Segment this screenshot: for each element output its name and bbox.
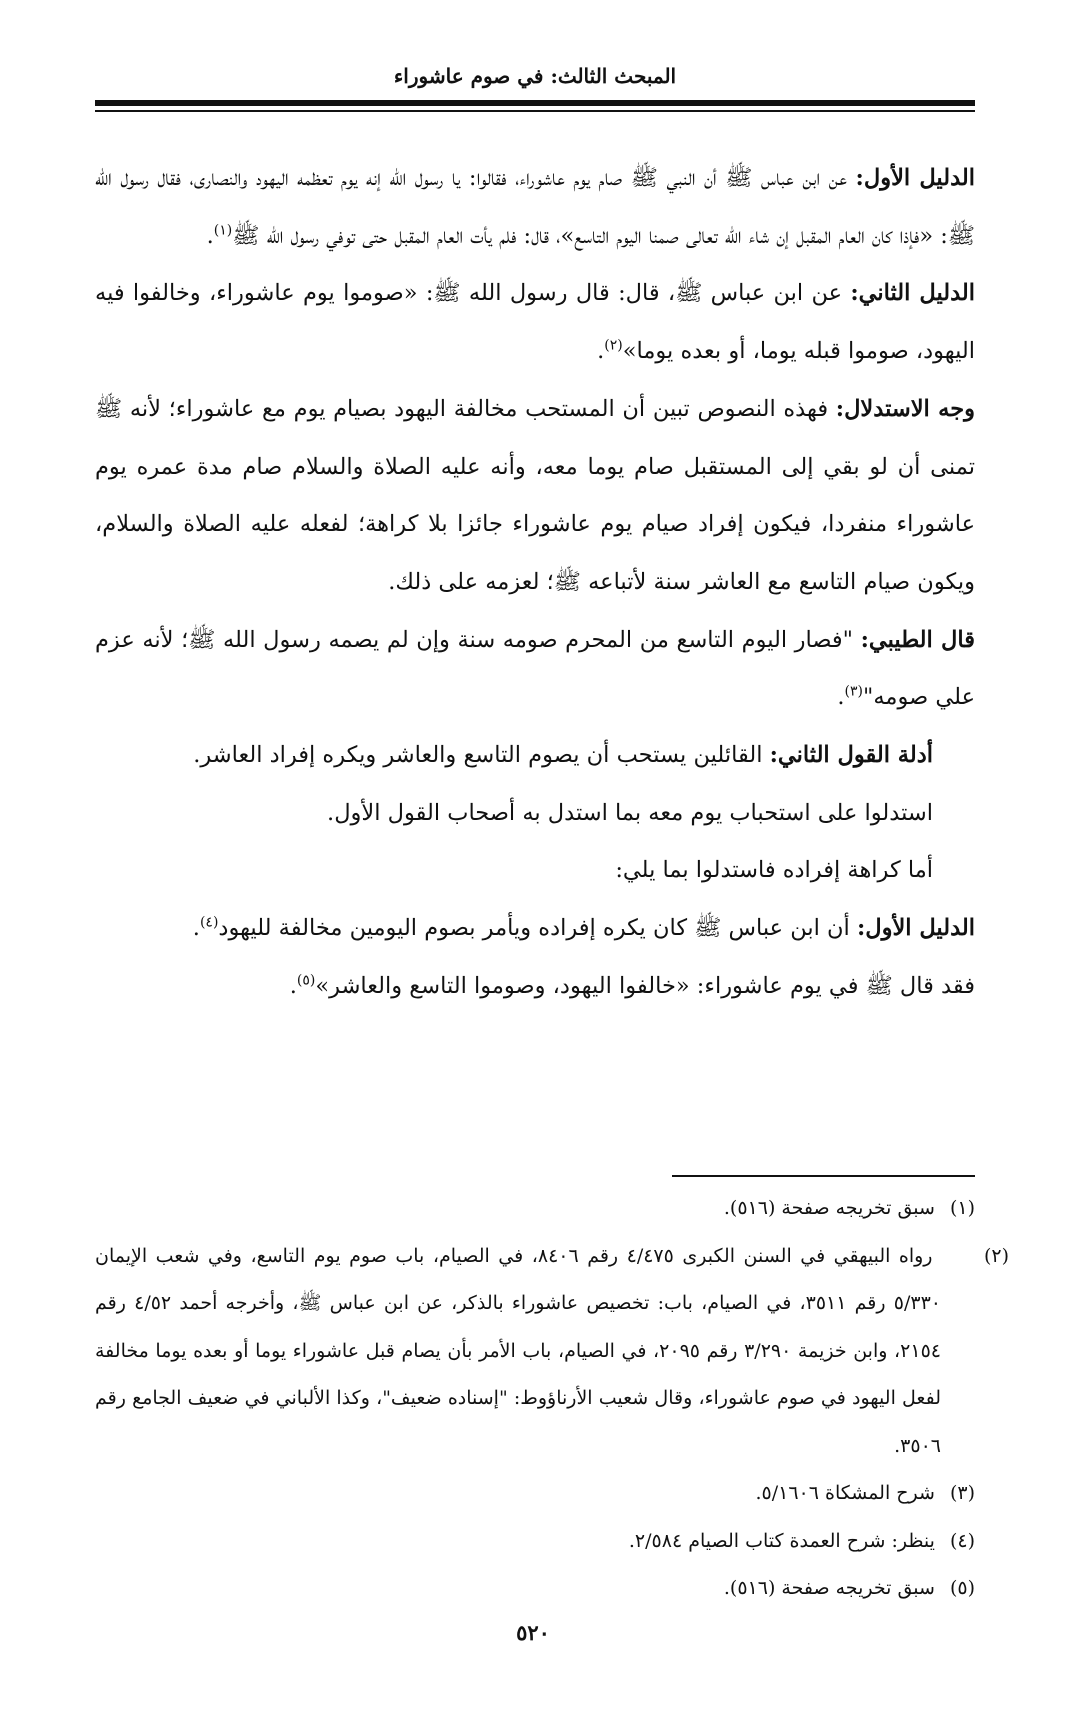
footnote-number: (١) xyxy=(949,1197,975,1219)
paragraph-dislike-intro xyxy=(95,842,975,900)
paragraph-lead: أدلة القول الثاني: xyxy=(769,742,933,769)
paragraph-end: . xyxy=(192,915,200,942)
paragraph-hadith-quote xyxy=(95,958,975,1016)
footnote-5 xyxy=(95,1565,975,1613)
paragraph-text: القائلين يستحب أن يصوم التاسع والعاشر ويكره إفراد العاشر. xyxy=(193,742,770,769)
paragraph-end: . xyxy=(289,972,297,999)
footnote-3 xyxy=(95,1470,975,1518)
paragraph-first-evidence xyxy=(95,150,975,265)
footnote-text: رواه البيهقي في السنن الكبرى ٤/٤٧٥ رقم ٨٤٠٦، في الصيام، باب صوم يوم التاسع، وفي شعب الإيمان ٥/٣٣٠ رقم ٣٥١١، في الصيام، باب: تخصيص عاشوراء بالذكر، عن ابن عباس ﷺ، وأخرجه أحمد ٤/٥٢ رقم ٢١٥٤، وابن خزيمة ٣/٢٩٠ رقم ٢٠٩٥، في الصيام، باب الأمر بأن يصام قبل عاشوراء يوما أو بعده يوما مخالفة لفعل اليهود في صوم عاشوراء، وقال شعيب الأرناؤوط: "إسناده ضعيف"، وكذا الألباني في ضعيف الجامع رقم ٣٥٠٦. xyxy=(95,1244,942,1457)
running-header: المبحث الثالث: في صوم عاشوراء xyxy=(393,64,677,88)
paragraph-second-opinion xyxy=(95,727,975,785)
footnote-ref[interactable]: (٣) xyxy=(844,683,864,700)
paragraph-text: استدلوا على استحباب يوم معه بما استدل به أصحاب القول الأول. xyxy=(327,799,933,826)
paragraph-text: "فصار اليوم التاسع من المحرم صومه سنة وإن لم يصمه رسول الله ﷺ؛ لأنه عزم علي صومه" xyxy=(95,626,975,711)
paragraph-lead: الدليل الأول: xyxy=(856,915,975,942)
paragraph-second-evidence xyxy=(95,265,975,380)
footnote-separator xyxy=(672,1175,975,1177)
page-number: ٥٢٠ xyxy=(516,1620,550,1645)
paragraph-text: فهذه النصوص تبين أن المستحب مخالفة اليهود بصيام يوم مع عاشوراء؛ لأنه ﷺ تمنى أن لو بقي إلى المستقبل صام يوما معه، وأنه عليه الصلاة والسلام صام مدة عمره يوم عاشوراء منفردا، فيكون إفراد صيام يوم عاشوراء جائزا بلا كراهة؛ لفعله عليه الصلاة والسلام، ويكون صيام التاسع مع العاشر سنة لأتباعه ﷺ؛ لعزمه على ذلك. xyxy=(95,395,975,595)
paragraph-end: . xyxy=(837,684,845,711)
footnote-text: سبق تخريجه صفحة (٥١٦). xyxy=(723,1577,935,1599)
footnote-1 xyxy=(95,1185,975,1233)
paragraph-text: أن ابن عباس ﷺ كان يكره إفراده ويأمر بصوم اليومين مخالفة لليهود xyxy=(218,915,857,942)
paragraph-lead: وجه الاستدلال: xyxy=(835,395,975,422)
footnote-2 xyxy=(95,1233,1010,1471)
paragraph-end: . xyxy=(206,222,214,249)
footnotes xyxy=(95,1185,1010,1613)
paragraph-lead: الدليل الأول: xyxy=(855,165,975,191)
footnote-number: (٣) xyxy=(949,1482,975,1504)
footnote-ref[interactable]: (٤) xyxy=(199,914,219,931)
header-rule-thick xyxy=(95,100,975,106)
paragraph-text: عن ابن عباس ﷺ، قال: قال رسول الله ﷺ: «صوموا يوم عاشوراء، وخالفوا فيه اليهود، صوموا قبله يوما، أو بعده يوما» xyxy=(95,280,975,365)
paragraph-inference-2 xyxy=(95,785,975,843)
paragraph-text: عن ابن عباس ﷺ أن النبي ﷺ صام يوم عاشوراء، فقالوا: يا رسول الله إنه يوم تعظمه اليهود والنصارى، فقال رسول الله ﷺ: «فإذا كان العام المقبل إن شاء الله تعالى صمنا اليوم التاسع»، قال: فلم يأت العام المقبل حتى توفي رسول الله ﷺ xyxy=(95,165,975,249)
footnote-number: (٥) xyxy=(949,1577,975,1599)
paragraph-text: أما كراهة إفراده فاستدلوا بما يلي: xyxy=(615,857,933,884)
footnote-text: سبق تخريجه صفحة (٥١٦). xyxy=(723,1197,935,1219)
paragraph-first-evidence-2 xyxy=(95,900,975,958)
footnote-ref[interactable]: (٢) xyxy=(604,337,623,354)
paragraph-lead: الدليل الثاني: xyxy=(850,280,976,307)
paragraph-text: فقد قال ﷺ في يوم عاشوراء: «خالفوا اليهود، وصوموا التاسع والعاشر» xyxy=(315,972,975,999)
paragraph-lead: قال الطيبي: xyxy=(860,626,975,653)
footnote-text: شرح المشكاة ٥/١٦٠٦. xyxy=(755,1482,935,1504)
footnote-number: (٢) xyxy=(983,1244,1010,1267)
footnote-ref[interactable]: (١) xyxy=(213,222,233,239)
footnote-4 xyxy=(95,1518,975,1566)
footnote-number: (٤) xyxy=(949,1529,975,1552)
paragraph-end: . xyxy=(597,338,605,365)
paragraph-inference xyxy=(95,381,975,612)
footnote-text: ينظر: شرح العمدة كتاب الصيام ٢/٥٨٤. xyxy=(628,1529,935,1552)
header-rule-thin xyxy=(95,110,975,112)
footnote-ref[interactable]: (٥) xyxy=(296,972,316,989)
body-text xyxy=(95,150,975,1016)
paragraph-tibi-quote xyxy=(95,612,975,727)
